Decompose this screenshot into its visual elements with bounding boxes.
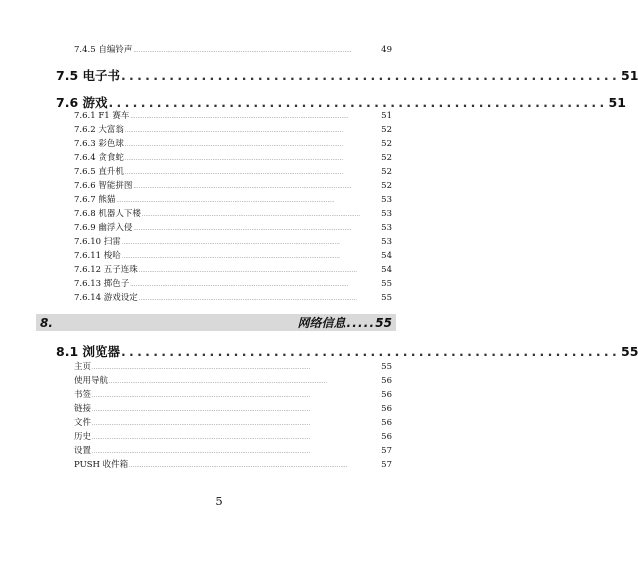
toc-entry-title: 文件	[74, 418, 92, 428]
toc-entry-page: 52	[381, 181, 392, 191]
toc-entry[interactable]	[74, 444, 392, 455]
dot-leader: ..........................................................................................................................	[92, 449, 311, 455]
toc-entry-title: PUSH 收件箱	[74, 460, 129, 470]
toc-entry-page: 52	[381, 167, 392, 177]
dot-leader: ..........................................................................................................................	[116, 198, 335, 204]
dot-leader: ..........................................................................................................................	[92, 421, 311, 427]
toc-entry[interactable]	[74, 235, 392, 246]
toc-entry-title: 7.6.6 智能拼图	[74, 181, 133, 191]
dot-leader: ..........................................................................................................................	[121, 254, 341, 260]
toc-entry-page: 55	[381, 362, 392, 372]
chapter-title-group	[297, 314, 392, 331]
chapter-page: 55	[375, 316, 392, 330]
dot-leader: ..........................................................................................................................	[92, 407, 311, 413]
dot-leader: ..........................................................................................................................	[121, 240, 341, 246]
toc-entry[interactable]	[74, 109, 392, 120]
toc-entry-page: 52	[381, 139, 392, 149]
toc-entry-page: 52	[381, 153, 392, 163]
toc-entry[interactable]	[74, 277, 392, 288]
toc-entry-title: 7.6.11 梭哈	[74, 251, 121, 261]
toc-entry-page: 51	[381, 111, 392, 121]
toc-entry[interactable]	[74, 374, 392, 385]
toc-entry[interactable]	[74, 402, 392, 413]
toc-entry[interactable]	[74, 430, 392, 441]
toc-section[interactable]	[56, 342, 638, 359]
toc-entry[interactable]	[74, 207, 392, 218]
toc-entry[interactable]	[74, 263, 392, 274]
toc-entry[interactable]	[74, 291, 392, 302]
toc-entry-title: 7.6.5 直升机	[74, 167, 124, 177]
dot-leader: ..........................................................................................................................	[133, 48, 352, 54]
toc-entry[interactable]	[74, 249, 392, 260]
toc-entry-page: 57	[381, 460, 392, 470]
dot-leader: ..............................................................	[121, 68, 621, 83]
toc-section[interactable]	[56, 66, 638, 83]
toc-entry-title: 7.6.2 大富翁	[74, 125, 124, 135]
toc-entry-page: 57	[381, 446, 392, 456]
dot-leader: ..........................................................................................................................	[133, 226, 352, 232]
toc-entry-page: 56	[381, 376, 392, 386]
chapter-heading[interactable]	[36, 314, 396, 331]
toc-entry-title: 7.6.3 彩色球	[74, 139, 124, 149]
toc-section-title: 8.1 浏览器	[56, 344, 120, 359]
toc-entry-title: 7.6.10 扫雷	[74, 237, 121, 247]
chapter-number: 8.	[40, 315, 53, 330]
toc-entry-page: 56	[381, 390, 392, 400]
dot-leader: ..........................................................................................................................	[92, 393, 311, 399]
page-number: 5	[215, 494, 223, 508]
toc-entry-title: 设置	[74, 446, 92, 456]
toc-section-title: 7.5 电子书	[56, 68, 120, 83]
toc-section[interactable]	[56, 93, 626, 110]
dot-leader: ..........................................................................................................................	[124, 156, 344, 162]
toc-entry-title: 7.6.1 F1 赛车	[74, 111, 130, 121]
toc-entry-page: 54	[381, 251, 392, 261]
toc-entry[interactable]	[74, 165, 392, 176]
dot-leader: ..............................................................	[121, 344, 621, 359]
toc-entry-page: 53	[381, 237, 392, 247]
toc-entry-page: 52	[381, 125, 392, 135]
dot-leader: ..........................................................................................................................	[138, 268, 358, 274]
toc-entry-title: 历史	[74, 432, 92, 442]
toc-entry[interactable]	[74, 360, 392, 371]
toc-entry-title: 7.6.13 掷色子	[74, 279, 130, 289]
toc-entry-page: 56	[381, 432, 392, 442]
toc-entry[interactable]	[74, 43, 392, 54]
toc-entry[interactable]	[74, 137, 392, 148]
dot-leader: ..............................................................	[108, 95, 608, 110]
toc-entry-page: 53	[381, 209, 392, 219]
toc-entry[interactable]	[74, 179, 392, 190]
dot-leader: ..........................................................................................................................	[141, 212, 361, 218]
toc-entry[interactable]	[74, 388, 392, 399]
dot-leader: ..........................................................................................................................	[133, 184, 352, 190]
toc-entry[interactable]	[74, 416, 392, 427]
toc-entry-title: 7.6.7 熊猫	[74, 195, 116, 205]
toc-entry-page: 56	[381, 404, 392, 414]
dot-leader: ..........................................................................................................................	[130, 114, 349, 120]
dot-leader: ..........................................................................................................................	[124, 142, 344, 148]
dot-leader: ..........................................................................................................................	[138, 296, 358, 302]
dot-leader: ..........................................................................................................................	[130, 282, 349, 288]
toc-entry-title: 7.6.12 五子连珠	[74, 265, 138, 275]
toc-entry-title: 7.6.4 贪食蛇	[74, 153, 124, 163]
toc-entry-page: 54	[381, 265, 392, 275]
toc-entry-title: 7.6.9 幽浮入侵	[74, 223, 133, 233]
dot-leader: ..........................................................................................................................	[92, 435, 311, 441]
toc-section-page: 51	[608, 95, 626, 110]
toc-entry[interactable]	[74, 458, 392, 469]
dot-leader: .....	[346, 316, 376, 330]
toc-entry-title: 链接	[74, 404, 92, 414]
dot-leader: ..........................................................................................................................	[92, 365, 311, 371]
toc-entry[interactable]	[74, 193, 392, 204]
chapter-title: 网络信息	[297, 316, 346, 330]
toc-entry-page: 53	[381, 195, 392, 205]
toc-entry-page: 49	[381, 45, 392, 55]
toc-entry-title: 使用导航	[74, 376, 109, 386]
toc-entry-title: 7.6.14 游戏设定	[74, 293, 138, 303]
dot-leader: ..........................................................................................................................	[109, 379, 328, 385]
toc-entry[interactable]	[74, 221, 392, 232]
toc-section-page: 55	[621, 344, 638, 359]
toc-entry[interactable]	[74, 151, 392, 162]
dot-leader: ..........................................................................................................................	[129, 463, 348, 469]
dot-leader: ..........................................................................................................................	[124, 170, 344, 176]
toc-section-title: 7.6 游戏	[56, 95, 108, 110]
toc-entry-page: 55	[381, 279, 392, 289]
toc-entry-page: 53	[381, 223, 392, 233]
toc-entry[interactable]	[74, 123, 392, 134]
dot-leader: ..........................................................................................................................	[124, 128, 344, 134]
toc-entry-title: 书签	[74, 390, 92, 400]
toc-entry-title: 7.4.5 自编铃声	[74, 45, 133, 55]
toc-entry-title: 7.6.8 机器人下楼	[74, 209, 141, 219]
toc-entry-title: 主页	[74, 362, 92, 372]
toc-entry-page: 55	[381, 293, 392, 303]
toc-section-page: 51	[621, 68, 638, 83]
toc-entry-page: 56	[381, 418, 392, 428]
